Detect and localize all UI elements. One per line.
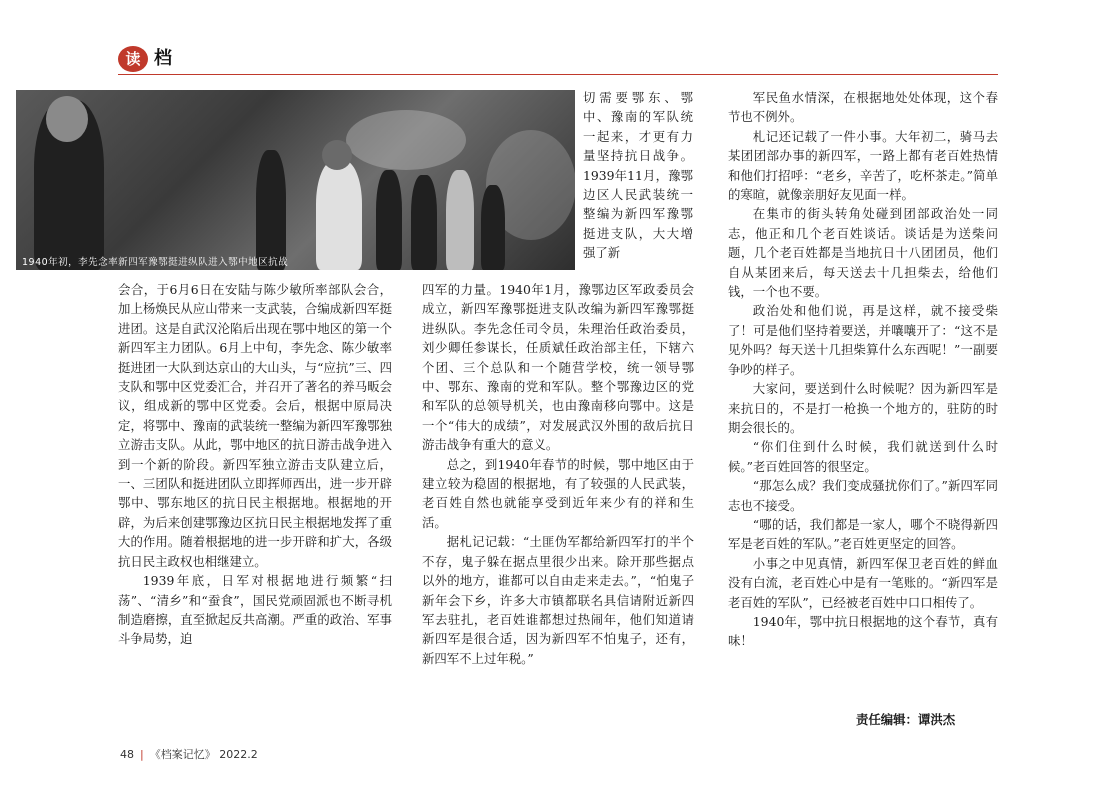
- paragraph: 札记还记载了一件小事。大年初二，骑马去某团团部办事的新四军，一路上都有老百姓热情和他们打招呼：“老乡，辛苦了，吃杯茶走。”简单的寒暄，就像亲朋好友见面一样。: [728, 128, 998, 203]
- paragraph: 在集市的街头转角处碰到团部政治处一同志，他正和几个老百姓谈话。谈话是为送柴问题，几个老百姓都是当地抗日十八团团员，他们自从某团来后，每天送去十几担柴去，给他们钱，一个也不要。: [728, 206, 998, 300]
- page-number: 48: [120, 748, 134, 761]
- header-divider: [118, 74, 998, 75]
- journal-issue: 2022.2: [219, 748, 258, 761]
- photo-caption: 1940年初，李先念率新四军豫鄂挺进纵队进入鄂中地区抗战: [22, 257, 289, 268]
- paragraph: 切需要鄂东、鄂中、豫南的军队统一起来，才更有力量坚持抗日战争。1939年11月，豫鄂边区人民武装统一整编为新四军豫鄂挺进支队，大大增强了新: [583, 90, 693, 261]
- paragraph: 四军的力量。1940年1月，豫鄂边区军政委员会成立，新四军豫鄂挺进支队改编为新四军豫鄂挺进纵队。李先念任司令员，朱理治任政治委员，刘少卿任参谋长，任质斌任政治部主任，下辖六个团、三个总队和一个随营学校，统一领导鄂中、鄂东、豫南的党和军队。整个鄂豫边区的党和军队的总领导机关，也由豫南移向鄂中。这是一个“伟大的成绩”，对发展武汉外围的敌后抗日游击战争有重大的意义。: [422, 282, 694, 453]
- section-header: [118, 44, 998, 74]
- paragraph: 大家问，要送到什么时候呢？因为新四军是来抗日的，不是打一枪换一个地方的，驻防的时期会很长的。: [728, 381, 998, 435]
- paragraph: 据札记记载：“土匪伪军都给新四军打的半个不存，鬼子躲在据点里很少出来。除开那些据点以外的地方，谁都可以自由走来走去。”，“怕鬼子新年会下乡，许多大市镇都联名具信请附近新四军去驻扎，老百姓谁都想过热闹年，他们知道请新四军是很合适，因为新四军不怕鬼子，还有，新四军不上过年税。”: [422, 534, 694, 666]
- footer-separator: |: [140, 748, 144, 761]
- paragraph: “那怎么成？我们变成骚扰你们了。”新四军同志也不接受。: [728, 478, 998, 513]
- paragraph: 总之，到1940年春节的时候，鄂中地区由于建立较为稳固的根据地，有了较强的人民武装，老百姓自然也就能享受到近年来少有的祥和生活。: [422, 456, 694, 530]
- page-footer: [120, 746, 258, 762]
- historical-photo: [16, 90, 575, 270]
- paragraph: 1940年，鄂中抗日根据地的这个春节，真有味！: [728, 613, 998, 649]
- section-badge-icon: 读: [118, 46, 148, 72]
- section-title: 档: [154, 48, 172, 69]
- paragraph: “哪的话，我们都是一家人，哪个不晓得新四军是老百姓的军队。”老百姓更坚定的回答。: [728, 516, 998, 552]
- column-2: [422, 280, 694, 668]
- paragraph: 1939年底，日军对根据地进行频繁“扫荡”、“清乡”和“蚕食”，国民党顽固派也不断寻机制造磨擦，直至掀起反共高潮。严重的政治、军事斗争局势，迫: [118, 573, 392, 647]
- paragraph: 小事之中见真情，新四军保卫老百姓的鲜血没有白流，老百姓心中是有一笔账的。“新四军是老百姓的军队”，已经被老百姓中口口相传了。: [728, 555, 998, 610]
- responsible-editor: 责任编辑：谭洪杰: [856, 712, 956, 727]
- paragraph: “你们住到什么时候，我们就送到什么时候。”老百姓回答的很坚定。: [728, 439, 998, 474]
- column-1: [118, 280, 392, 649]
- column-3: [728, 88, 998, 651]
- column-2-top: [583, 88, 693, 263]
- paragraph: 军民鱼水情深，在根据地处处体现，这个春节也不例外。: [728, 90, 998, 125]
- paragraph: 会合，于6月6日在安陆与陈少敏所率部队会合，加上杨焕民从应山带来一支武装，合编成新四军挺进团。这是自武汉沦陷后出现在鄂中地区的第一个新四军主力团队。6月上中旬，李先念、陈少敏率挺进团一大队到达京山的大山头，与“应抗”三、四支队和鄂中区党委汇合，并召开了著名的养马畈会议，组成新的鄂中区党委。会后，根据中原局决定，将鄂中、豫南的武装统一整编为新四军豫鄂独立游击支队。从此，鄂中地区的抗日游击战争进入到一个新的阶段。新四军独立游击支队建立后，一、三团队和挺进团队立即挥师西出，进一步开辟鄂中、鄂东地区的抗日民主根据地。根据地的开辟，为后来创建鄂豫边区抗日民主根据地发挥了重大的作用。随着根据地的进一步开辟和扩大，各级抗日民主政权也相继建立。: [118, 282, 392, 569]
- journal-name: 《档案记忆》: [149, 748, 216, 761]
- paragraph: 政治处和他们说，再是这样，就不接受柴了！可是他们坚持着要送，并嚷嚷开了：“这不是见外吗？每天送十几担柴算什么东西呢！”一副要争吵的样子。: [728, 303, 998, 377]
